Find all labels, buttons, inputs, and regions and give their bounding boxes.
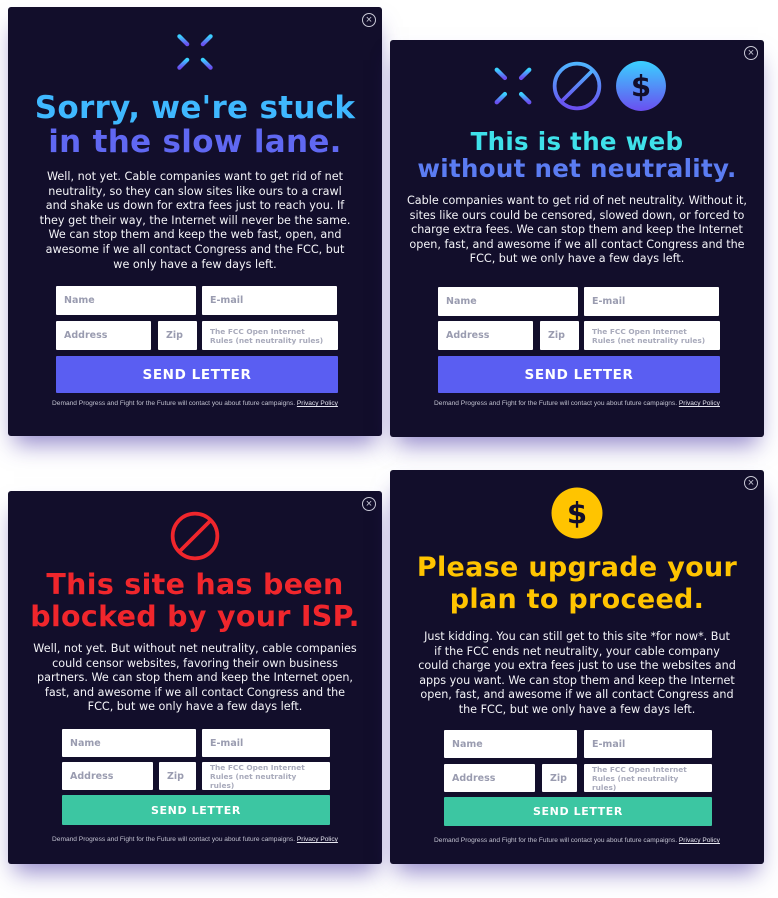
icon-row: [390, 487, 764, 539]
close-button[interactable]: ×: [362, 13, 376, 27]
footer: [390, 837, 764, 844]
loading-spinner-icon: [170, 27, 220, 77]
privacy-policy-link[interactable]: Privacy Policy: [296, 836, 338, 843]
footer: [8, 836, 382, 843]
address-field[interactable]: Address: [438, 321, 533, 350]
zip-field[interactable]: Zip: [159, 762, 196, 790]
footer-org-2: Fight for the Future: [501, 400, 558, 407]
popup-blocked-by-isp: [8, 491, 382, 864]
footer: [390, 400, 764, 407]
body-text: Cable companies want to get rid of net neutrality. Without it, sites like ours could be censored, slowed down, or forced to charge extra fees. We can stop them and keep the Internet open, fast, and awesome if we all contact Congress and the FCC, but we only have a few days left.: [407, 194, 747, 266]
dollar-coin-icon: [615, 60, 667, 112]
email-field[interactable]: E-mail: [202, 729, 330, 757]
icon-row: [390, 60, 764, 112]
icon-row: [8, 27, 382, 77]
name-field[interactable]: Name: [56, 286, 196, 315]
icon-row: [8, 510, 382, 562]
rules-line-2: Rules (net neutrality rules): [210, 771, 297, 790]
prohibited-icon: [169, 510, 221, 562]
zip-field[interactable]: Zip: [540, 321, 579, 350]
popup-slow-lane: [8, 7, 382, 436]
footer-org-1: Demand Progress: [434, 400, 488, 407]
address-field[interactable]: Address: [444, 764, 535, 792]
body-text: Well, not yet. But without net neutrality, cable companies could censor websites, favoring their own business partners. We can stop them and keep the Internet open, fast, and awesome if we all contact Congress and the FCC, but we only have a few days left.: [33, 642, 357, 714]
rules-dropdown[interactable]: [202, 762, 330, 790]
rules-dropdown[interactable]: [584, 321, 720, 350]
send-letter-button[interactable]: SEND LETTER: [444, 797, 712, 826]
rules-line-1: The FCC Open Internet: [592, 764, 687, 774]
rules-dropdown[interactable]: [584, 764, 712, 792]
address-field[interactable]: Address: [56, 321, 151, 350]
rules-line-1: The FCC Open Internet: [210, 762, 305, 772]
body-text: Just kidding. You can still get to this site *for now*. But if the FCC ends net neutrality, your cable company could charge you extra fees just to use the websites and apps you want. We can stop them and keep the Internet open, fast, and awesome if we all contact Congress and the FCC, but we only have a few days left.: [418, 630, 736, 716]
footer-and: and: [487, 400, 502, 407]
popup-upgrade-plan: [390, 470, 764, 864]
privacy-policy-link[interactable]: Privacy Policy: [678, 837, 720, 844]
footer-and: and: [487, 837, 502, 844]
footer-org-2: Fight for the Future: [119, 836, 176, 843]
close-button[interactable]: ×: [744, 476, 758, 490]
email-field[interactable]: E-mail: [202, 286, 337, 315]
privacy-policy-link[interactable]: Privacy Policy: [296, 400, 338, 407]
close-button[interactable]: ×: [744, 46, 758, 60]
name-field[interactable]: Name: [438, 287, 578, 316]
zip-field[interactable]: Zip: [542, 764, 577, 792]
email-field[interactable]: E-mail: [584, 287, 719, 316]
rules-line-1: The FCC Open Internet: [210, 326, 305, 336]
headline: This is the web without net neutrality.: [417, 127, 737, 183]
send-letter-button[interactable]: SEND LETTER: [438, 356, 720, 393]
footer-middle: will contact you about future campaigns.: [175, 836, 297, 843]
name-field[interactable]: Name: [62, 729, 196, 757]
name-field[interactable]: Name: [444, 730, 577, 758]
footer-org-2: Fight for the Future: [119, 400, 176, 407]
footer-and: and: [105, 836, 120, 843]
send-letter-button[interactable]: SEND LETTER: [56, 356, 338, 393]
footer-middle: will contact you about future campaigns.: [557, 837, 679, 844]
footer: [8, 400, 382, 407]
privacy-policy-link[interactable]: Privacy Policy: [678, 400, 720, 407]
footer-org-1: Demand Progress: [52, 400, 106, 407]
rules-line-2: Rules (net neutrality rules): [592, 335, 706, 345]
rules-line-1: The FCC Open Internet: [592, 326, 687, 336]
svg-text:$: $: [630, 69, 652, 104]
zip-field[interactable]: Zip: [158, 321, 197, 350]
footer-and: and: [105, 400, 120, 407]
svg-text:$: $: [566, 496, 588, 531]
headline: Please upgrade your plan to proceed.: [416, 552, 738, 615]
email-field[interactable]: E-mail: [584, 730, 712, 758]
send-letter-button[interactable]: SEND LETTER: [62, 795, 330, 825]
footer-middle: will contact you about future campaigns.: [175, 400, 297, 407]
loading-spinner-icon: [487, 60, 539, 112]
body-text: Well, not yet. Cable companies want to get rid of net neutrality, so they can slow sites like ours to a crawl and shake us down for extra fees just to reach you. If they get their way, the Internet will never be the same. We can stop them and keep the web fast, open, and awesome if we all contact Congress and the FCC, but we only have a few days left.: [39, 170, 351, 271]
rules-dropdown[interactable]: [202, 321, 338, 350]
rules-line-2: Rules (net neutrality rules): [210, 335, 324, 345]
popup-no-net-neutrality: [390, 40, 764, 437]
footer-middle: will contact you about future campaigns.: [557, 400, 679, 407]
dollar-coin-icon: [551, 487, 603, 539]
footer-org-2: Fight for the Future: [501, 837, 558, 844]
close-button[interactable]: ×: [362, 497, 376, 511]
headline: This site has been blocked by your ISP.: [30, 568, 360, 633]
rules-line-2: Rules (net neutrality rules): [592, 773, 679, 792]
address-field[interactable]: Address: [62, 762, 153, 790]
headline: Sorry, we're stuck in the slow lane.: [34, 90, 356, 160]
footer-org-1: Demand Progress: [434, 837, 488, 844]
prohibited-icon: [551, 60, 603, 112]
footer-org-1: Demand Progress: [52, 836, 106, 843]
